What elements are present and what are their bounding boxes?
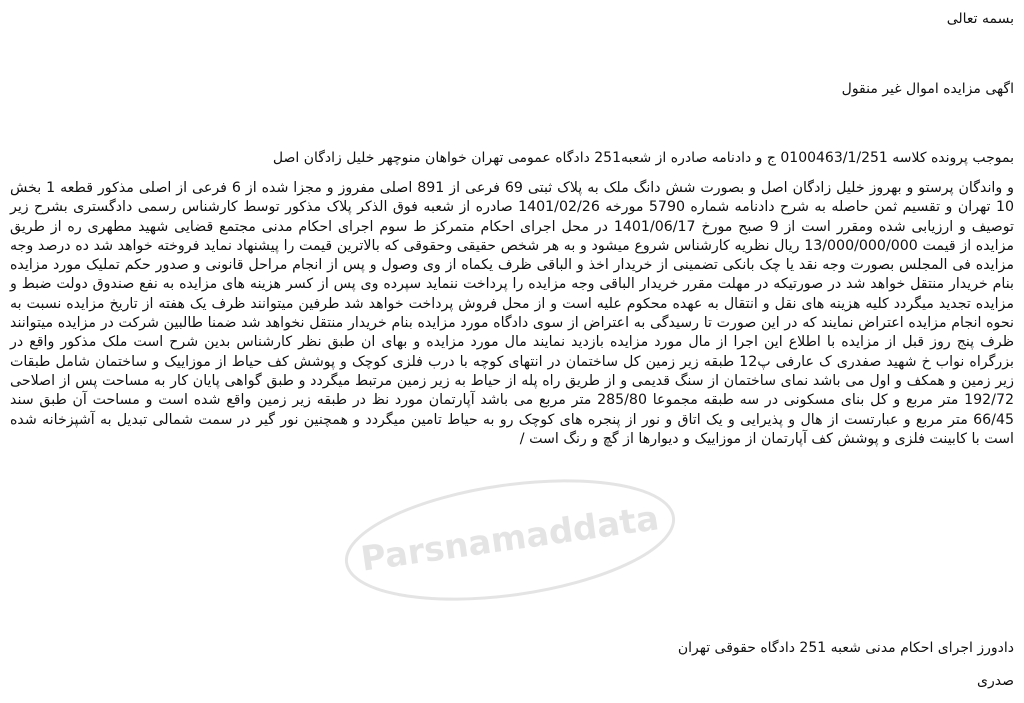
watermark-text: Parsnamaddata [358,498,662,580]
document-intro: بموجب پرونده کلاسه 0100463/1/251 ج و دادنامه صادره از شعبه251 دادگاه عمومی تهران خواهان منوچهر خلیل زادگان اصل [272,150,1014,166]
document-body: و واندگان پرستو و بهروز خلیل زادگان اصل و بصورت شش دانگ ملک به پلاک ثبتی 69 فرعی از 891 اصلی مفروز و مجزا شده از 6 فرعی از اصلی مذکور قطعه 1 بخش 10 تهران و تقسیم ثمن حاصله به شرح دادنامه شماره 5790 مورخه 1401/02/26 صادره از شعبه فوق الذکر پلاک مذکور توسط کارشناس رسمی دادگستری بشرح زیر توصیف و ارزیابی شده ومقرر است از 9 صبح مورخ 1401/06/17 در محل اجرای احکام متمرکز ط سوم اجرای احکام مدنی مجتمع قضایی شهید مطهری ره از طریق مزایده از قیمت 13/000/000/000 ریال نظریه کارشناس شروع میشود و به هر شخص حقیقی وحقوقی که بالاترین قیمت را پیشنهاد نماید فروخته خواهد شد ده درصد وجه مزایده فی المجلس بصورت وجه نقد یا چک بانکی تضمینی از خریدار اخذ و الباقی ظرف یکماه از وی وصول و پس از انجام مراحل قانونی و صدور حکم تملیک مورد مزایده بنام خریدار منتقل خواهد شد در صورتیکه در مهلت مقرر خریدار الباقی وجه مزایده را پرداخت ننماید سپرده وی پس از کسر هزینه های مزایده به نفع صندوق دولت ضبط و مزایده تجدید میگردد کلیه هزینه های نقل و انتقال به عهده محکوم علیه است و از محل فروش پرداخت خواهد شد طرفین میتوانند ظرف یک هفته از تاریخ مزایده نسبت به نحوه انجام مزایده اعتراض نمایند که در این صورت تا رسیدگی به اعتراض از سوی دادگاه مورد مزایده بنام خریدار منتقل نخواهد شد ضمنا طالبین شرکت در مزایده میتوانند ظرف پنج روز قبل از مزایده با اطلاع این اجرا از مال مورد مزایده بازدید نمایند مال مورد مزایده و بهای ان طبق نظر کارشناس بدین شرح است ملک مذکور واقع در بزرگراه نواب خ شهید صفدری ک عارفی پ12 طبقه زیر زمین کل ساختمان در انتهای کوچه با درب فلزی کوچک و پوشش کف حیاط از موزاییک و ساختمان شامل طبقات زیر زمین و همکف و اول می باشد نمای ساختمان از سنگ قدیمی و از طریق راه پله از حیاط به زیر زمین مرتبط میگردد و طبق گواهی پایان کار به مساحت پس از اصلاحی 192/72 متر مربع و کل بنای مسکونی در سه طبقه مجموعا 285/80 متر مربع می باشد آپارتمان مورد نظ در طبقه زیر زمین واقع شده است و مساحت آن طبق سند 66/45 متر مربع و عبارتست از هال و پذیرایی و یک اتاق و نور از پنجره های کوچک رو به حیاط تامین میگردد و همچنین نور گیر در سمت شمالی تبدیل به آشپزخانه شده است با کابینت فلزی و پوشش کف آپارتمان از موزاییک و دیوارها از گچ و رنگ است / [10,180,1014,447]
watermark-logo [330,470,690,610]
signature-title: دادورز اجرای احکام مدنی شعبه 251 دادگاه حقوقی تهران [677,640,1014,656]
signature-name: صدری [977,673,1014,689]
document-title: اگهی مزایده اموال غیر منقول [841,81,1014,97]
document-heading: بسمه تعالی [946,11,1014,27]
